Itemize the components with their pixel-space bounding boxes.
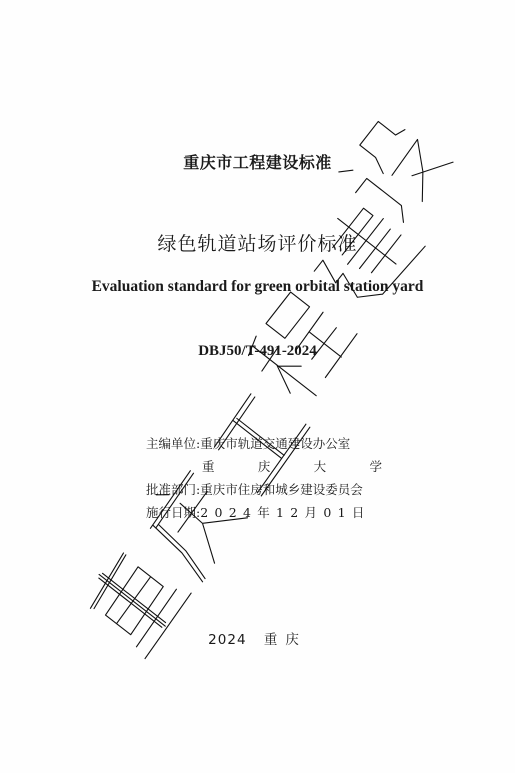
chief-editor-value: 重庆市轨道交通建设办公室 bbox=[200, 436, 351, 451]
approver-row bbox=[146, 478, 386, 501]
publication-city: 重庆 bbox=[263, 632, 307, 648]
chief-editor-label: 主编单位: bbox=[146, 436, 201, 451]
effective-date-row bbox=[146, 501, 386, 524]
effective-date-value: 2024年12月01日 bbox=[200, 505, 371, 520]
co-editor-char: 大 bbox=[313, 459, 327, 474]
co-editor-char: 重 bbox=[202, 459, 215, 474]
approver-label: 批准部门: bbox=[146, 482, 201, 497]
series-title: 重庆市工程建设标准 bbox=[183, 153, 332, 172]
publication-footer bbox=[0, 628, 515, 648]
co-editor-value bbox=[146, 455, 386, 478]
co-editor-char: 学 bbox=[369, 459, 382, 474]
document-title-english: Evaluation standard for green orbital station yard bbox=[91, 278, 424, 295]
document-title-chinese: 绿色轨道站场评价标准 bbox=[157, 233, 358, 255]
chief-editor-row bbox=[146, 432, 386, 455]
co-editor-row bbox=[146, 455, 386, 478]
effective-date-label: 施行日期: bbox=[146, 505, 201, 520]
publication-info-block bbox=[146, 432, 386, 524]
standard-code: DBJ50/T-491-2024 bbox=[198, 343, 317, 359]
co-editor-char: 庆 bbox=[257, 459, 271, 474]
publication-year: 2024 bbox=[208, 632, 247, 648]
approver-value: 重庆市住房和城乡建设委员会 bbox=[200, 482, 363, 497]
